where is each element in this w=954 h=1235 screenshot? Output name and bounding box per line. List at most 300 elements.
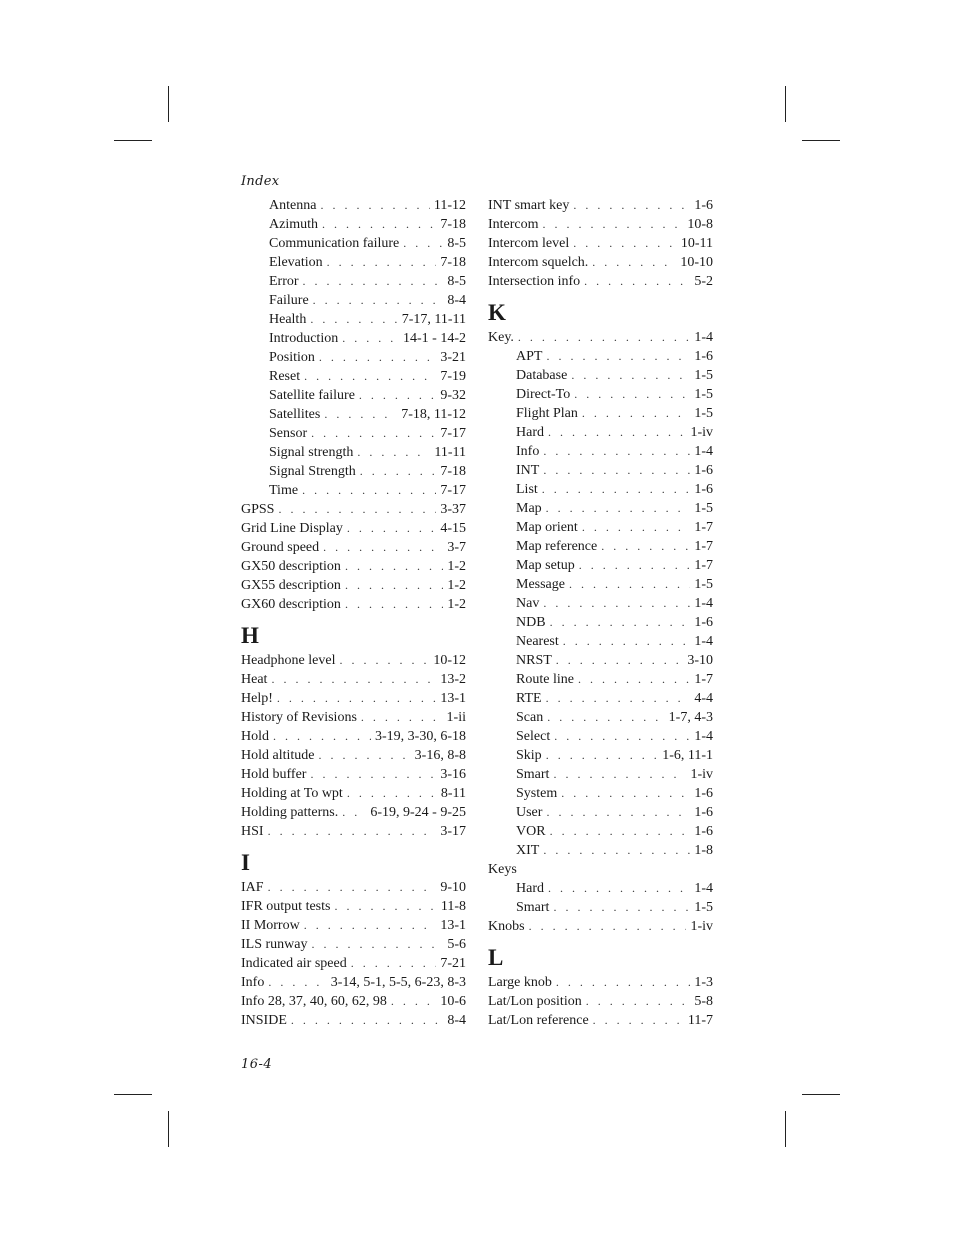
index-term: Time: [269, 483, 299, 498]
dot-leader: [571, 366, 690, 385]
index-page-refs: 1-4: [694, 881, 713, 896]
index-entry: [241, 784, 466, 803]
index-page-refs: 1-3: [694, 975, 713, 990]
index-term: Communication failure: [269, 236, 400, 251]
index-page-refs: 11-8: [440, 899, 466, 914]
index-subentry: [488, 518, 713, 537]
index-term: INT smart key: [488, 198, 570, 213]
index-entry: [241, 670, 466, 689]
index-subentry: [488, 765, 713, 784]
dot-leader: [347, 784, 437, 803]
index-entry: [241, 954, 466, 973]
index-page-refs: 8-4: [447, 1013, 466, 1028]
index-column-right: [488, 196, 713, 1030]
index-term: Intersection info: [488, 274, 581, 289]
index-term: INSIDE: [241, 1013, 287, 1028]
index-page-refs: 7-17, 11-11: [401, 312, 466, 327]
index-page-refs: 3-17: [440, 824, 466, 839]
dot-leader: [546, 347, 690, 366]
index-page-refs: 1-5: [694, 501, 713, 516]
index-letter-heading: K: [488, 300, 506, 325]
index-subentry: [488, 423, 713, 442]
dot-leader: [574, 385, 690, 404]
index-page-refs: 1-ii: [446, 710, 466, 725]
dot-leader: [319, 348, 436, 367]
index-entry: [488, 215, 713, 234]
index-subentry: [241, 348, 466, 367]
index-page-refs: 1-6: [694, 482, 713, 497]
index-page-refs: 1-5: [694, 900, 713, 915]
index-entry: [241, 916, 466, 935]
index-page-refs: 1-6: [694, 463, 713, 478]
index-page-refs: 1-6: [694, 349, 713, 364]
dot-leader: [360, 462, 437, 481]
index-term: Large knob: [488, 975, 552, 990]
index-page-refs: 1-iv: [690, 767, 713, 782]
index-subentry: [488, 689, 713, 708]
index-page-refs: 7-18: [440, 217, 466, 232]
index-term: Info: [516, 444, 540, 459]
dot-leader: [582, 518, 691, 537]
index-term: Map reference: [516, 539, 598, 554]
index-page-refs: 1-7: [694, 558, 713, 573]
index-term: Grid Line Display: [241, 521, 343, 536]
dot-leader: [582, 404, 690, 423]
index-subentry: [241, 424, 466, 443]
index-subentry: [241, 291, 466, 310]
index-term: NDB: [516, 615, 546, 630]
index-page-refs: 1-2: [447, 559, 466, 574]
dot-leader: [550, 613, 691, 632]
dot-leader: [345, 576, 443, 595]
index-page-refs: 7-18: [440, 464, 466, 479]
index-term: Flight Plan: [516, 406, 578, 421]
index-letter-heading: H: [241, 623, 259, 648]
dot-leader: [573, 234, 677, 253]
index-term: GPSS: [241, 502, 275, 517]
index-subentry: [488, 746, 713, 765]
index-term: Position: [269, 350, 315, 365]
dot-leader: [593, 1011, 684, 1030]
index-subentry: [488, 442, 713, 461]
index-subentry: [241, 215, 466, 234]
index-entry: [241, 689, 466, 708]
crop-mark: [168, 86, 169, 122]
index-subentry: [488, 841, 713, 860]
index-entry: [488, 992, 713, 1011]
index-subentry: [488, 613, 713, 632]
index-page-refs: 14-1 - 14-2: [403, 331, 466, 346]
dot-leader: [319, 746, 411, 765]
index-term: Failure: [269, 293, 309, 308]
index-subentry: [488, 366, 713, 385]
index-term: Intercom level: [488, 236, 570, 251]
index-term: Info 28, 37, 40, 60, 62, 98: [241, 994, 387, 1009]
dot-leader: [361, 708, 443, 727]
index-term: Lat/Lon reference: [488, 1013, 589, 1028]
index-term: Hold altitude: [241, 748, 315, 763]
running-head: Index: [241, 174, 280, 189]
crop-mark: [114, 1094, 152, 1095]
index-page-refs: 5-2: [694, 274, 713, 289]
index-subentry: [488, 670, 713, 689]
index-term: Holding at To wpt: [241, 786, 343, 801]
index-term: List: [516, 482, 538, 497]
index-page-refs: 3-37: [440, 502, 466, 517]
index-page-refs: 1-5: [694, 406, 713, 421]
dot-leader: [546, 746, 659, 765]
index-subentry: [488, 784, 713, 803]
index-page-refs: 10-10: [680, 255, 713, 270]
index-entry: [488, 860, 713, 879]
index-entry: [241, 651, 466, 670]
dot-leader: [359, 386, 436, 405]
index-term: Knobs: [488, 919, 525, 934]
index-term: Hard: [516, 425, 544, 440]
index-page-refs: 7-21: [440, 956, 466, 971]
dot-leader: [548, 423, 686, 442]
index-page-refs: 11-7: [687, 1013, 713, 1028]
index-page-refs: 11-12: [433, 198, 466, 213]
index-page-refs: 1-4: [694, 729, 713, 744]
index-subentry: [488, 822, 713, 841]
index-entry: [241, 576, 466, 595]
index-entry: [488, 272, 713, 291]
index-entry: [241, 992, 466, 1011]
crop-mark: [785, 1111, 786, 1147]
index-subentry: [241, 196, 466, 215]
index-page-refs: 13-2: [440, 672, 466, 687]
index-entry: [488, 234, 713, 253]
dot-leader: [302, 481, 436, 500]
dot-leader: [556, 973, 690, 992]
index-page-refs: 1-7: [694, 672, 713, 687]
index-term: Scan: [516, 710, 544, 725]
index-subentry: [241, 367, 466, 386]
dot-leader: [347, 519, 436, 538]
dot-leader: [553, 765, 686, 784]
index-entry: [241, 897, 466, 916]
index-term: Nav: [516, 596, 540, 611]
index-term: Hold buffer: [241, 767, 307, 782]
index-page-refs: 4-4: [694, 691, 713, 706]
dot-leader: [278, 500, 436, 519]
dot-leader: [584, 272, 690, 291]
index-term: Route line: [516, 672, 574, 687]
dot-leader: [273, 727, 371, 746]
index-subentry: [241, 405, 466, 424]
index-page-refs: 7-18: [440, 255, 466, 270]
index-page-refs: 5-6: [447, 937, 466, 952]
index-term: HSI: [241, 824, 264, 839]
index-subentry: [241, 234, 466, 253]
index-page-refs: 9-10: [440, 880, 466, 895]
index-term: Info: [241, 975, 265, 990]
index-term: Introduction: [269, 331, 339, 346]
index-page-refs: 1-6: [694, 824, 713, 839]
dot-leader: [579, 556, 691, 575]
index-entry: [241, 973, 466, 992]
index-term: Hold: [241, 729, 269, 744]
index-entry: [241, 765, 466, 784]
dot-leader: [543, 594, 690, 613]
index-term: GX60 description: [241, 597, 341, 612]
dot-leader: [311, 424, 436, 443]
index-term: Select: [516, 729, 551, 744]
dot-leader: [543, 461, 690, 480]
dot-leader: [554, 727, 690, 746]
index-term: INT: [516, 463, 540, 478]
index-entry: [241, 878, 466, 897]
index-term: Reset: [269, 369, 301, 384]
dot-leader: [357, 443, 430, 462]
dot-leader: [310, 765, 436, 784]
index-term: Direct-To: [516, 387, 571, 402]
dot-leader: [573, 196, 690, 215]
index-term: Key.: [488, 330, 514, 345]
index-term: Headphone level: [241, 653, 336, 668]
index-entry: [241, 746, 466, 765]
index-subentry: [488, 898, 713, 917]
index-term: Nearest: [516, 634, 559, 649]
index-term: Help!: [241, 691, 273, 706]
index-subentry: [488, 803, 713, 822]
index-page-refs: 1-4: [694, 330, 713, 345]
index-subentry: [488, 499, 713, 518]
index-page-refs: 11-11: [434, 445, 466, 460]
index-subentry: [488, 575, 713, 594]
index-page-refs: 1-6: [694, 805, 713, 820]
index-letter-heading: I: [241, 850, 250, 875]
index-page-refs: 3-10: [687, 653, 713, 668]
dot-leader: [345, 557, 443, 576]
dot-leader: [578, 670, 690, 689]
index-term: II Morrow: [241, 918, 300, 933]
index-subentry: [488, 632, 713, 651]
index-term: Lat/Lon position: [488, 994, 582, 1009]
index-subentry: [488, 480, 713, 499]
dot-leader: [529, 917, 687, 936]
index-page-refs: 3-16: [440, 767, 466, 782]
index-page-refs: 10-8: [687, 217, 713, 232]
index-page-refs: 1-4: [694, 596, 713, 611]
dot-leader: [547, 708, 664, 727]
index-term: Keys: [488, 862, 517, 877]
index-subentry: [488, 708, 713, 727]
index-term: GX50 description: [241, 559, 341, 574]
index-term: Intercom: [488, 217, 539, 232]
index-page-refs: 3-14, 5-1, 5-5, 6-23, 8-3: [330, 975, 466, 990]
dot-leader: [546, 689, 691, 708]
index-subentry: [241, 481, 466, 500]
dot-leader: [553, 898, 690, 917]
index-term: Ground speed: [241, 540, 320, 555]
index-page-refs: 1-6: [694, 615, 713, 630]
index-page-refs: 1-6: [694, 198, 713, 213]
index-entry: [488, 196, 713, 215]
index-term: User: [516, 805, 543, 820]
index-page-refs: 9-32: [440, 388, 466, 403]
index-page-refs: 1-5: [694, 368, 713, 383]
dot-leader: [342, 803, 366, 822]
dot-leader: [546, 803, 690, 822]
dot-leader: [313, 291, 444, 310]
dot-leader: [391, 992, 437, 1011]
index-page-refs: 3-16, 8-8: [414, 748, 466, 763]
index-page-refs: 3-19, 3-30, 6-18: [375, 729, 466, 744]
index-subentry: [488, 404, 713, 423]
index-entry: [241, 519, 466, 538]
dot-leader: [601, 537, 690, 556]
index-term: Elevation: [269, 255, 323, 270]
index-subentry: [488, 651, 713, 670]
index-entry: [488, 917, 713, 936]
index-term: Map orient: [516, 520, 578, 535]
dot-leader: [586, 992, 691, 1011]
index-subentry: [241, 386, 466, 405]
dot-leader: [592, 253, 676, 272]
index-page-refs: 1-7: [694, 520, 713, 535]
index-entry: [488, 1011, 713, 1030]
index-subentry: [488, 461, 713, 480]
index-term: Heat: [241, 672, 268, 687]
dot-leader: [342, 329, 399, 348]
index-term: Message: [516, 577, 565, 592]
index-term: Satellites: [269, 407, 321, 422]
dot-leader: [548, 879, 690, 898]
dot-leader: [569, 575, 690, 594]
dot-leader: [563, 632, 691, 651]
index-entry: [241, 935, 466, 954]
index-term: Smart: [516, 900, 550, 915]
index-term: Skip: [516, 748, 542, 763]
index-page-refs: 1-iv: [690, 425, 713, 440]
index-term: System: [516, 786, 558, 801]
dot-leader: [327, 253, 437, 272]
index-subentry: [241, 253, 466, 272]
index-column-left: [241, 196, 466, 1030]
index-page-refs: 3-7: [447, 540, 466, 555]
index-page-refs: 1-5: [694, 577, 713, 592]
dot-leader: [268, 878, 437, 897]
index-subentry: [241, 272, 466, 291]
index-term: ILS runway: [241, 937, 308, 952]
dot-leader: [345, 595, 443, 614]
index-entry: [241, 822, 466, 841]
index-term: XIT: [516, 843, 540, 858]
index-term: Intercom squelch.: [488, 255, 589, 270]
index-page-refs: 6-19, 9-24 - 9-25: [370, 805, 466, 820]
index-page-refs: 8-4: [447, 293, 466, 308]
index-term: Sensor: [269, 426, 308, 441]
index-page-refs: 1-7: [694, 539, 713, 554]
dot-leader: [268, 822, 437, 841]
index-subentry: [488, 727, 713, 746]
index-page-refs: 7-18, 11-12: [401, 407, 466, 422]
dot-leader: [304, 916, 437, 935]
index-page-refs: 10-6: [440, 994, 466, 1009]
index-subentry: [488, 385, 713, 404]
dot-leader: [323, 538, 443, 557]
index-page-refs: 1-5: [694, 387, 713, 402]
index-term: IFR output tests: [241, 899, 331, 914]
index-term: Antenna: [269, 198, 317, 213]
crop-mark: [168, 1111, 169, 1147]
index-subentry: [488, 556, 713, 575]
index-entry: [488, 973, 713, 992]
index-subentry: [241, 462, 466, 481]
dot-leader: [271, 670, 436, 689]
dot-leader: [543, 841, 690, 860]
index-term: IAF: [241, 880, 264, 895]
index-page-refs: 1-6: [694, 786, 713, 801]
dot-leader: [546, 499, 691, 518]
dot-leader: [277, 689, 436, 708]
index-subentry: [488, 347, 713, 366]
index-page-refs: 1-7, 4-3: [668, 710, 713, 725]
dot-leader: [561, 784, 690, 803]
index-page-refs: 7-19: [440, 369, 466, 384]
index-term: Smart: [516, 767, 550, 782]
dot-leader: [339, 651, 429, 670]
index-entry: [241, 1011, 466, 1030]
index-term: Health: [269, 312, 307, 327]
index-page-refs: 10-12: [433, 653, 466, 668]
dot-leader: [291, 1011, 443, 1030]
index-page-refs: 7-17: [440, 426, 466, 441]
index-page-refs: 8-5: [447, 236, 466, 251]
dot-leader: [334, 897, 436, 916]
dot-leader: [303, 272, 444, 291]
index-term: Indicated air speed: [241, 956, 347, 971]
index-term: Azimuth: [269, 217, 318, 232]
dot-leader: [322, 215, 436, 234]
index-term: Hard: [516, 881, 544, 896]
dot-leader: [320, 196, 429, 215]
index-page-refs: 1-iv: [690, 919, 713, 934]
dot-leader: [521, 860, 709, 879]
dot-leader: [543, 442, 690, 461]
index-subentry: [488, 879, 713, 898]
index-term: Map setup: [516, 558, 575, 573]
index-page-refs: 13-1: [440, 691, 466, 706]
index-term: VOR: [516, 824, 546, 839]
index-page-refs: 1-4: [694, 444, 713, 459]
index-subentry: [488, 594, 713, 613]
index-term: Database: [516, 368, 568, 383]
dot-leader: [310, 310, 397, 329]
index-term: Signal Strength: [269, 464, 356, 479]
dot-leader: [403, 234, 443, 253]
index-page-refs: 3-21: [440, 350, 466, 365]
index-page-refs: 1-8: [694, 843, 713, 858]
index-page-refs: 13-1: [440, 918, 466, 933]
index-entry: [241, 727, 466, 746]
index-page-refs: 4-15: [440, 521, 466, 536]
page-number: 16-4: [241, 1057, 273, 1072]
index-page-refs: 1-2: [447, 578, 466, 593]
index-page-refs: 8-5: [447, 274, 466, 289]
dot-leader: [312, 935, 444, 954]
index-entry: [241, 557, 466, 576]
index-page-refs: 1-4: [694, 634, 713, 649]
index-subentry: [488, 537, 713, 556]
index-entry: [241, 595, 466, 614]
index-entry: [488, 328, 713, 347]
dot-leader: [304, 367, 436, 386]
index-entry: [488, 253, 713, 272]
dot-leader: [542, 480, 691, 499]
